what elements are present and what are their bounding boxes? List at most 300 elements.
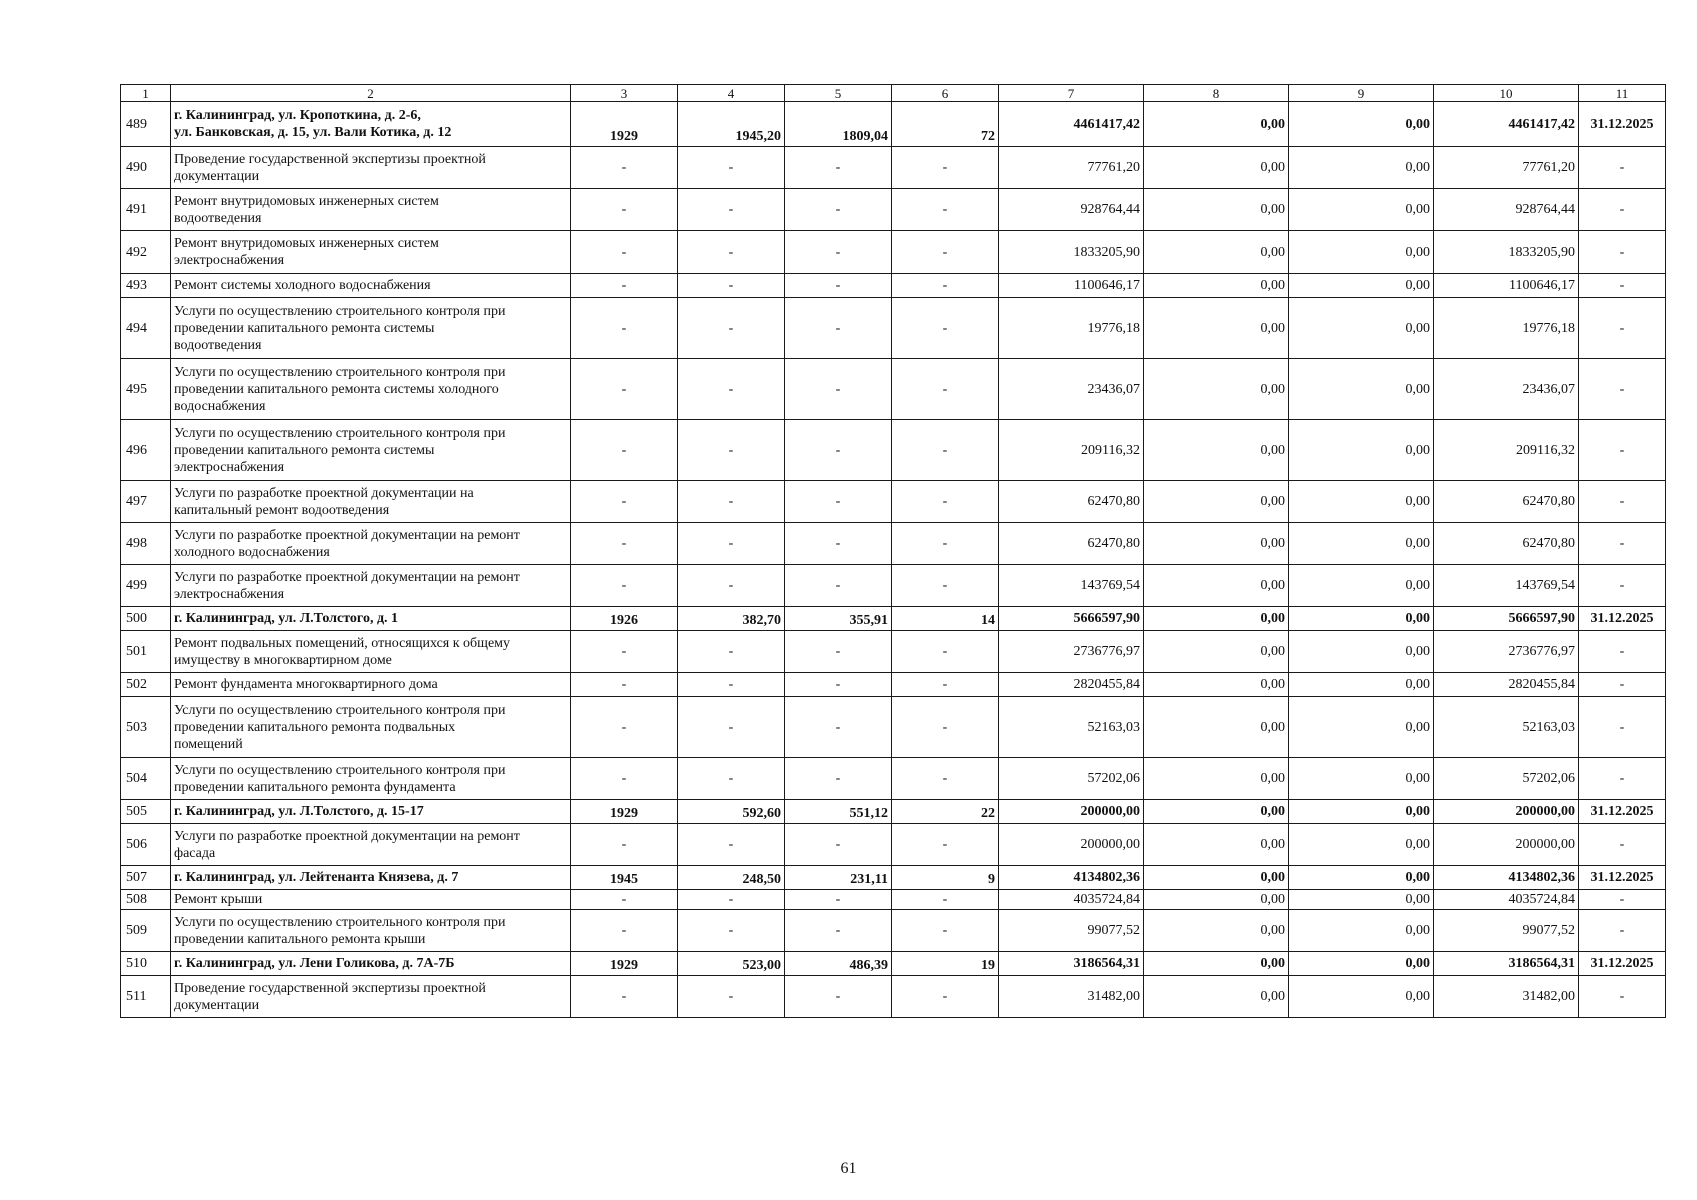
row-number: 490	[121, 147, 171, 189]
column-header: 3	[571, 85, 678, 102]
owner-cost-cell: 5666597,90	[1434, 607, 1579, 631]
address-row	[121, 607, 1666, 631]
budget-cost-cell: 0,00	[1289, 565, 1434, 607]
year-built-cell: -	[571, 565, 678, 607]
capital-repair-table	[120, 84, 1666, 1018]
fund-cost-cell: 0,00	[1144, 298, 1289, 359]
description-line: Услуги по осуществлению строительного контроля при	[174, 425, 506, 441]
description-line: г. Калининград, ул. Л.Толстого, д. 15-17	[174, 804, 424, 819]
total-cost-cell: 4461417,42	[999, 102, 1144, 147]
total-area-cell: -	[678, 910, 785, 952]
page-number: 61	[840, 1160, 857, 1177]
row-number: 496	[121, 420, 171, 481]
total-cost-cell: 200000,00	[999, 800, 1144, 824]
deadline-cell: -	[1579, 824, 1666, 866]
budget-cost-cell: 0,00	[1289, 758, 1434, 800]
description-line: Проведение государственной экспертизы проектной	[174, 151, 486, 167]
work-item-row	[121, 565, 1666, 607]
description-line: Услуги по осуществлению строительного контроля при	[174, 364, 506, 380]
residential-area-cell: 1809,04	[785, 102, 892, 147]
total-cost-cell: 200000,00	[999, 824, 1144, 866]
total-area-cell: -	[678, 147, 785, 189]
budget-cost-cell: 0,00	[1289, 231, 1434, 274]
year-built-cell: -	[571, 824, 678, 866]
residential-area-cell: -	[785, 147, 892, 189]
budget-cost-cell: 0,00	[1289, 102, 1434, 147]
row-number: 493	[121, 274, 171, 298]
residents-cell: -	[892, 420, 999, 481]
description-line: имуществу в многоквартирном доме	[174, 652, 392, 668]
work-item-row	[121, 481, 1666, 523]
column-header: 1	[121, 85, 171, 102]
deadline-cell: -	[1579, 673, 1666, 697]
residents-cell: -	[892, 189, 999, 231]
residential-area-cell: 486,39	[785, 952, 892, 976]
deadline-cell: -	[1579, 697, 1666, 758]
column-header: 11	[1579, 85, 1666, 102]
row-number: 494	[121, 298, 171, 359]
description-line: Услуги по осуществлению строительного контроля при	[174, 914, 506, 930]
residents-cell: -	[892, 565, 999, 607]
owner-cost-cell: 4461417,42	[1434, 102, 1579, 147]
residential-area-cell: -	[785, 481, 892, 523]
budget-cost-cell: 0,00	[1289, 800, 1434, 824]
residential-area-cell: -	[785, 697, 892, 758]
budget-cost-cell: 0,00	[1289, 298, 1434, 359]
total-cost-cell: 77761,20	[999, 147, 1144, 189]
row-number: 495	[121, 359, 171, 420]
budget-cost-cell: 0,00	[1289, 910, 1434, 952]
year-built-cell: -	[571, 359, 678, 420]
total-area-cell: -	[678, 481, 785, 523]
owner-cost-cell: 62470,80	[1434, 523, 1579, 565]
total-cost-cell: 2736776,97	[999, 631, 1144, 673]
budget-cost-cell: 0,00	[1289, 952, 1434, 976]
description-line: г. Калининград, ул. Л.Толстого, д. 1	[174, 611, 399, 626]
year-built-cell: -	[571, 274, 678, 298]
total-cost-cell: 19776,18	[999, 298, 1144, 359]
year-built-cell: -	[571, 420, 678, 481]
row-description	[171, 274, 571, 298]
row-description	[171, 866, 571, 890]
work-item-row	[121, 673, 1666, 697]
total-cost-cell: 23436,07	[999, 359, 1144, 420]
year-built-cell: -	[571, 673, 678, 697]
row-number: 497	[121, 481, 171, 523]
total-cost-cell: 62470,80	[999, 481, 1144, 523]
row-number: 509	[121, 910, 171, 952]
work-item-row	[121, 758, 1666, 800]
deadline-cell: -	[1579, 523, 1666, 565]
fund-cost-cell: 0,00	[1144, 910, 1289, 952]
residential-area-cell: -	[785, 523, 892, 565]
row-number: 491	[121, 189, 171, 231]
fund-cost-cell: 0,00	[1144, 420, 1289, 481]
deadline-cell: -	[1579, 359, 1666, 420]
total-cost-cell: 209116,32	[999, 420, 1144, 481]
deadline-cell: -	[1579, 189, 1666, 231]
description-line: водоотведения	[174, 337, 262, 353]
work-item-row	[121, 420, 1666, 481]
row-description	[171, 976, 571, 1018]
owner-cost-cell: 200000,00	[1434, 800, 1579, 824]
deadline-cell: -	[1579, 890, 1666, 910]
owner-cost-cell: 52163,03	[1434, 697, 1579, 758]
description-line: Ремонт внутридомовых инженерных систем	[174, 193, 439, 209]
owner-cost-cell: 99077,52	[1434, 910, 1579, 952]
description-line: Проведение государственной экспертизы проектной	[174, 980, 486, 996]
description-line: Услуги по осуществлению строительного контроля при	[174, 303, 506, 319]
total-area-cell: -	[678, 631, 785, 673]
year-built-cell: 1929	[571, 952, 678, 976]
total-area-cell: -	[678, 189, 785, 231]
year-built-cell: 1929	[571, 102, 678, 147]
owner-cost-cell: 4134802,36	[1434, 866, 1579, 890]
description-line: электроснабжения	[174, 253, 285, 268]
row-description	[171, 890, 571, 910]
fund-cost-cell: 0,00	[1144, 481, 1289, 523]
row-number: 508	[121, 890, 171, 910]
year-built-cell: -	[571, 231, 678, 274]
row-number: 492	[121, 231, 171, 274]
owner-cost-cell: 1833205,90	[1434, 231, 1579, 274]
deadline-cell: -	[1579, 481, 1666, 523]
budget-cost-cell: 0,00	[1289, 976, 1434, 1018]
row-description	[171, 102, 571, 147]
residents-cell: -	[892, 890, 999, 910]
residential-area-cell: 231,11	[785, 866, 892, 890]
description-line: Услуги по разработке проектной документации на ремонт	[174, 569, 520, 585]
work-item-row	[121, 824, 1666, 866]
address-row	[121, 866, 1666, 890]
row-description	[171, 607, 571, 631]
budget-cost-cell: 0,00	[1289, 274, 1434, 298]
fund-cost-cell: 0,00	[1144, 102, 1289, 147]
description-line: капитальный ремонт водоотведения	[174, 502, 390, 518]
row-description	[171, 359, 571, 420]
total-area-cell: -	[678, 758, 785, 800]
budget-cost-cell: 0,00	[1289, 824, 1434, 866]
total-cost-cell: 1100646,17	[999, 274, 1144, 298]
fund-cost-cell: 0,00	[1144, 231, 1289, 274]
fund-cost-cell: 0,00	[1144, 147, 1289, 189]
residential-area-cell: -	[785, 359, 892, 420]
row-number: 505	[121, 800, 171, 824]
address-row	[121, 800, 1666, 824]
owner-cost-cell: 23436,07	[1434, 359, 1579, 420]
column-header: 10	[1434, 85, 1579, 102]
year-built-cell: 1926	[571, 607, 678, 631]
row-number: 501	[121, 631, 171, 673]
total-area-cell: -	[678, 420, 785, 481]
owner-cost-cell: 2820455,84	[1434, 673, 1579, 697]
total-area-cell: 382,70	[678, 607, 785, 631]
total-cost-cell: 143769,54	[999, 565, 1144, 607]
fund-cost-cell: 0,00	[1144, 758, 1289, 800]
deadline-cell: -	[1579, 298, 1666, 359]
fund-cost-cell: 0,00	[1144, 359, 1289, 420]
total-cost-cell: 52163,03	[999, 697, 1144, 758]
total-cost-cell: 99077,52	[999, 910, 1144, 952]
owner-cost-cell: 2736776,97	[1434, 631, 1579, 673]
description-line: документации	[174, 997, 260, 1013]
total-cost-cell: 1833205,90	[999, 231, 1144, 274]
residents-cell: 9	[892, 866, 999, 890]
year-built-cell: 1929	[571, 800, 678, 824]
total-cost-cell: 4035724,84	[999, 890, 1144, 910]
fund-cost-cell: 0,00	[1144, 631, 1289, 673]
residential-area-cell: -	[785, 890, 892, 910]
residential-area-cell: -	[785, 673, 892, 697]
total-cost-cell: 57202,06	[999, 758, 1144, 800]
total-area-cell: 248,50	[678, 866, 785, 890]
work-item-row	[121, 890, 1666, 910]
work-item-row	[121, 147, 1666, 189]
work-item-row	[121, 631, 1666, 673]
description-line: Услуги по разработке проектной документации на ремонт	[174, 828, 520, 844]
description-line: водоснабжения	[174, 398, 266, 414]
row-number: 503	[121, 697, 171, 758]
total-area-cell: -	[678, 274, 785, 298]
owner-cost-cell: 3186564,31	[1434, 952, 1579, 976]
deadline-cell: 31.12.2025	[1579, 952, 1666, 976]
total-cost-cell: 5666597,90	[999, 607, 1144, 631]
total-area-cell: -	[678, 890, 785, 910]
row-description	[171, 298, 571, 359]
work-item-row	[121, 697, 1666, 758]
address-row	[121, 102, 1666, 147]
deadline-cell: -	[1579, 420, 1666, 481]
residents-cell: -	[892, 910, 999, 952]
row-description	[171, 673, 571, 697]
work-item-row	[121, 189, 1666, 231]
fund-cost-cell: 0,00	[1144, 697, 1289, 758]
row-description	[171, 800, 571, 824]
residential-area-cell: -	[785, 565, 892, 607]
row-number: 504	[121, 758, 171, 800]
description-line: проведении капитального ремонта крыши	[174, 931, 426, 947]
description-line: г. Калининград, ул. Лейтенанта Князева, д. 7	[174, 870, 459, 885]
row-description	[171, 697, 571, 758]
budget-cost-cell: 0,00	[1289, 359, 1434, 420]
residential-area-cell: -	[785, 274, 892, 298]
work-item-row	[121, 231, 1666, 274]
description-line: водоотведения	[174, 210, 262, 226]
description-line: проведении капитального ремонта фундамента	[174, 779, 456, 795]
row-number: 499	[121, 565, 171, 607]
owner-cost-cell: 143769,54	[1434, 565, 1579, 607]
year-built-cell: -	[571, 189, 678, 231]
budget-cost-cell: 0,00	[1289, 523, 1434, 565]
fund-cost-cell: 0,00	[1144, 800, 1289, 824]
fund-cost-cell: 0,00	[1144, 607, 1289, 631]
row-description	[171, 231, 571, 274]
residents-cell: 14	[892, 607, 999, 631]
column-header: 4	[678, 85, 785, 102]
description-line: документации	[174, 168, 260, 184]
document-page	[120, 84, 1665, 1018]
residential-area-cell: -	[785, 420, 892, 481]
owner-cost-cell: 928764,44	[1434, 189, 1579, 231]
residents-cell: -	[892, 523, 999, 565]
budget-cost-cell: 0,00	[1289, 697, 1434, 758]
owner-cost-cell: 77761,20	[1434, 147, 1579, 189]
fund-cost-cell: 0,00	[1144, 189, 1289, 231]
year-built-cell: -	[571, 697, 678, 758]
deadline-cell: 31.12.2025	[1579, 866, 1666, 890]
budget-cost-cell: 0,00	[1289, 481, 1434, 523]
row-description	[171, 565, 571, 607]
total-area-cell: -	[678, 565, 785, 607]
column-header: 7	[999, 85, 1144, 102]
row-description	[171, 420, 571, 481]
year-built-cell: -	[571, 976, 678, 1018]
description-line: Услуги по разработке проектной документации на	[174, 485, 474, 501]
owner-cost-cell: 57202,06	[1434, 758, 1579, 800]
description-line: Ремонт крыши	[174, 892, 263, 907]
row-number: 489	[121, 102, 171, 147]
description-line: электроснабжения	[174, 586, 285, 602]
deadline-cell: 31.12.2025	[1579, 800, 1666, 824]
total-area-cell: -	[678, 824, 785, 866]
fund-cost-cell: 0,00	[1144, 523, 1289, 565]
description-line: Ремонт фундамента многоквартирного дома	[174, 677, 438, 692]
deadline-cell: 31.12.2025	[1579, 607, 1666, 631]
column-header: 5	[785, 85, 892, 102]
residential-area-cell: -	[785, 976, 892, 1018]
fund-cost-cell: 0,00	[1144, 274, 1289, 298]
year-built-cell: -	[571, 890, 678, 910]
budget-cost-cell: 0,00	[1289, 890, 1434, 910]
owner-cost-cell: 200000,00	[1434, 824, 1579, 866]
deadline-cell: -	[1579, 274, 1666, 298]
residential-area-cell: -	[785, 298, 892, 359]
year-built-cell: -	[571, 147, 678, 189]
description-line: электроснабжения	[174, 459, 285, 475]
total-area-cell: -	[678, 231, 785, 274]
row-description	[171, 523, 571, 565]
fund-cost-cell: 0,00	[1144, 952, 1289, 976]
residents-cell: -	[892, 976, 999, 1018]
deadline-cell: -	[1579, 758, 1666, 800]
fund-cost-cell: 0,00	[1144, 866, 1289, 890]
description-line: проведении капитального ремонта подвальных	[174, 719, 456, 735]
owner-cost-cell: 209116,32	[1434, 420, 1579, 481]
description-line: Услуги по осуществлению строительного контроля при	[174, 762, 506, 778]
year-built-cell: -	[571, 481, 678, 523]
total-cost-cell: 4134802,36	[999, 866, 1144, 890]
residential-area-cell: -	[785, 231, 892, 274]
year-built-cell: 1945	[571, 866, 678, 890]
residents-cell: 22	[892, 800, 999, 824]
work-item-row	[121, 274, 1666, 298]
description-line: Ремонт внутридомовых инженерных систем	[174, 236, 439, 251]
total-cost-cell: 928764,44	[999, 189, 1144, 231]
row-description	[171, 189, 571, 231]
total-cost-cell: 2820455,84	[999, 673, 1144, 697]
work-item-row	[121, 523, 1666, 565]
total-area-cell: -	[678, 523, 785, 565]
year-built-cell: -	[571, 298, 678, 359]
residents-cell: -	[892, 697, 999, 758]
deadline-cell: -	[1579, 910, 1666, 952]
description-line: проведении капитального ремонта системы	[174, 442, 435, 458]
total-area-cell: -	[678, 697, 785, 758]
address-row	[121, 952, 1666, 976]
description-line: Услуги по осуществлению строительного контроля при	[174, 702, 506, 718]
budget-cost-cell: 0,00	[1289, 631, 1434, 673]
row-number: 510	[121, 952, 171, 976]
owner-cost-cell: 19776,18	[1434, 298, 1579, 359]
year-built-cell: -	[571, 758, 678, 800]
work-item-row	[121, 910, 1666, 952]
owner-cost-cell: 4035724,84	[1434, 890, 1579, 910]
description-line: Ремонт системы холодного водоснабжения	[174, 278, 431, 293]
residents-cell: -	[892, 673, 999, 697]
row-description	[171, 758, 571, 800]
description-line: г. Калининград, ул. Кропоткина, д. 2-6,	[174, 108, 421, 123]
description-line: проведении капитального ремонта системы	[174, 320, 435, 336]
budget-cost-cell: 0,00	[1289, 147, 1434, 189]
row-description	[171, 824, 571, 866]
description-line: г. Калининград, ул. Лени Голикова, д. 7А-7Б	[174, 956, 455, 971]
row-description	[171, 952, 571, 976]
residents-cell: -	[892, 298, 999, 359]
table-body	[121, 85, 1666, 1018]
deadline-cell: -	[1579, 976, 1666, 1018]
deadline-cell: -	[1579, 631, 1666, 673]
budget-cost-cell: 0,00	[1289, 607, 1434, 631]
total-area-cell: -	[678, 673, 785, 697]
row-description	[171, 631, 571, 673]
description-line: холодного водоснабжения	[174, 544, 330, 560]
year-built-cell: -	[571, 523, 678, 565]
description-line: ул. Банковская, д. 15, ул. Вали Котика, д. 12	[174, 125, 452, 140]
total-area-cell: -	[678, 359, 785, 420]
total-area-cell: 523,00	[678, 952, 785, 976]
fund-cost-cell: 0,00	[1144, 565, 1289, 607]
total-cost-cell: 31482,00	[999, 976, 1144, 1018]
row-number: 511	[121, 976, 171, 1018]
deadline-cell: -	[1579, 231, 1666, 274]
year-built-cell: -	[571, 910, 678, 952]
owner-cost-cell: 31482,00	[1434, 976, 1579, 1018]
residents-cell: 72	[892, 102, 999, 147]
residents-cell: -	[892, 274, 999, 298]
work-item-row	[121, 298, 1666, 359]
row-number: 506	[121, 824, 171, 866]
budget-cost-cell: 0,00	[1289, 189, 1434, 231]
total-cost-cell: 62470,80	[999, 523, 1144, 565]
column-header: 2	[171, 85, 571, 102]
total-area-cell: -	[678, 298, 785, 359]
residents-cell: -	[892, 824, 999, 866]
work-item-row	[121, 359, 1666, 420]
deadline-cell: -	[1579, 147, 1666, 189]
residential-area-cell: -	[785, 189, 892, 231]
column-header: 8	[1144, 85, 1289, 102]
residents-cell: -	[892, 758, 999, 800]
total-area-cell: 592,60	[678, 800, 785, 824]
owner-cost-cell: 1100646,17	[1434, 274, 1579, 298]
fund-cost-cell: 0,00	[1144, 824, 1289, 866]
year-built-cell: -	[571, 631, 678, 673]
description-line: фасада	[174, 845, 216, 861]
row-number: 502	[121, 673, 171, 697]
residential-area-cell: -	[785, 758, 892, 800]
column-number-row	[121, 85, 1666, 102]
total-area-cell: -	[678, 976, 785, 1018]
